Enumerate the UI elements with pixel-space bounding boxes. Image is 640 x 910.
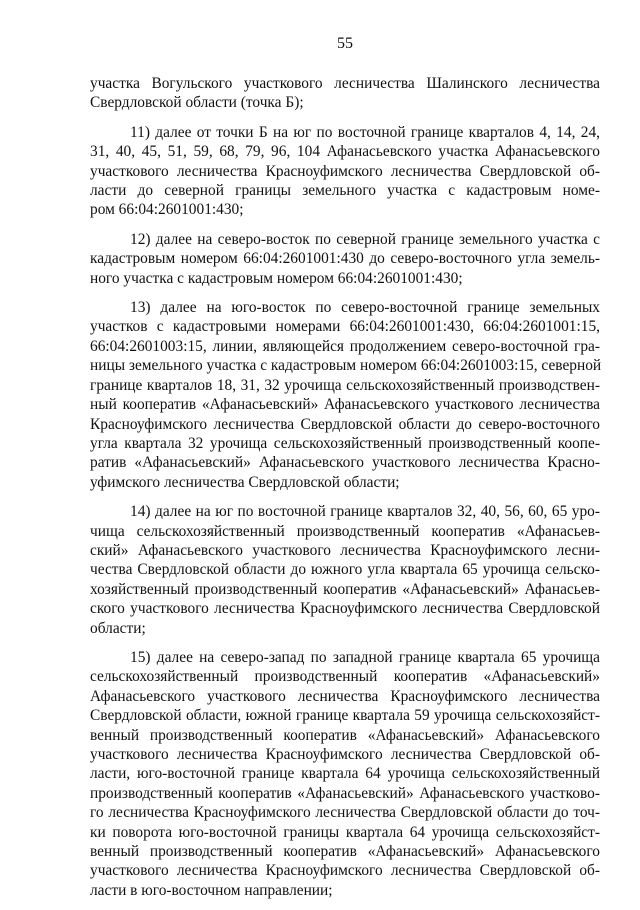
paragraph — [90, 74, 600, 113]
document-body — [90, 74, 600, 900]
text-line: венный производственный кооператив «Афанасьевский» Афанасьевского — [90, 726, 600, 744]
text-line: угла квартала 32 урочища сельскохозяйственный производственный коопе- — [90, 434, 600, 452]
text-line: 14) далее на юг по восточной границе кварталов 32, 40, 56, 60, 65 уро- — [130, 503, 600, 521]
text-line: 12) далее на северо-восток по северной границе земельного участка с — [130, 230, 600, 248]
text-line: ский» Афанасьевского участкового лесничества Красноуфимского лесни- — [90, 541, 600, 559]
text-line: хозяйственный производственный кооператив «Афанасьевский» Афанасьев- — [90, 580, 600, 598]
text-line: участкового лесничества Красноуфимского лесничества Свердловской об- — [90, 862, 600, 880]
text-line: ласти до северной границы земельного участка с кадастровым номе- — [90, 182, 600, 200]
text-line: участка Вогульского участкового лесничества Шалинского лесничества — [90, 75, 600, 92]
text-line: ки поворота юго-восточной границы квартала 64 урочища сельскохозяйст- — [90, 823, 600, 841]
text-line: производственный кооператив «Афанасьевский» Афанасьевского участково- — [90, 784, 600, 802]
text-line: области; — [90, 619, 146, 637]
text-line: ный кооператив «Афанасьевский» Афанасьевского участкового лесничества — [90, 396, 600, 414]
text-line: ратив «Афанасьевский» Афанасьевского участкового лесничества Красно- — [90, 454, 600, 472]
text-line: ласти, юго-восточной границе квартала 64 урочища сельскохозяйственный — [90, 765, 600, 783]
text-line: чества Свердловской области до южного угла квартала 65 урочища сельско- — [90, 561, 600, 579]
text-line: венный производственный кооператив «Афанасьевский» Афанасьевского — [90, 843, 600, 861]
text-line: участкового лесничества Красноуфимского лесничества Свердловской об- — [90, 162, 600, 180]
text-line: ласти в юго-восточном направлении; — [90, 881, 333, 899]
text-line: Свердловской области, южной границе квартала 59 урочища сельскохозяйст- — [90, 707, 600, 725]
text-line: уфимского лесничества Свердловской области; — [90, 473, 400, 491]
text-line: сельскохозяйственный производственный кооператив «Афанасьевский» — [90, 668, 600, 686]
paragraph — [90, 502, 600, 638]
paragraph — [90, 123, 600, 220]
text-line: участкового лесничества Красноуфимского лесничества Свердловской об- — [90, 746, 600, 763]
text-line: чища сельскохозяйственный производственный кооператив «Афанасьев- — [90, 522, 600, 540]
text-line: Афанасьевского участкового лесничества Красноуфимского лесничества — [90, 687, 600, 705]
document-page — [90, 34, 600, 910]
text-line: ного участка с кадастровым номером 66:04:2601001:430; — [90, 269, 463, 287]
text-line: го лесничества Красноуфимского лесничества Свердловской области до точ- — [90, 804, 600, 822]
text-line: ницы земельного участка с кадастровым номером 66:04:2601003:15, северной — [90, 357, 602, 375]
text-line: ского участкового лесничества Красноуфимского лесничества Свердловской — [90, 600, 600, 618]
text-line: Свердловской области (точка Б); — [90, 94, 304, 112]
text-line: Красноуфимского лесничества Свердловской области до северо-восточного — [90, 415, 600, 433]
text-line: участков с кадастровыми номерами 66:04:2601001:430, 66:04:2601001:15, — [90, 318, 600, 336]
text-line: кадастровым номером 66:04:2601001:430 до северо-восточного угла земель- — [90, 250, 600, 268]
text-line: 15) далее на северо-запад по западной границе квартала 65 урочища — [130, 648, 600, 666]
text-line: 66:04:2601003:15, линии, являющейся продолжением северо-восточной гра- — [90, 337, 600, 355]
paragraph — [90, 230, 600, 288]
text-line: 11) далее от точки Б на юг по восточной границе кварталов 4, 14, 24, — [130, 123, 600, 141]
paragraph — [90, 648, 600, 900]
text-line: границе кварталов 18, 31, 32 урочища сельскохозяйственный производствен- — [90, 376, 600, 394]
page-number: 55 — [337, 35, 353, 52]
text-line: ром 66:04:2601001:430; — [90, 201, 244, 219]
paragraph — [90, 298, 600, 492]
text-line: 31, 40, 45, 51, 59, 68, 79, 96, 104 Афанасьевского участка Афанасьевского — [90, 143, 600, 161]
text-line: 13) далее на юго-восток по северо-восточной границе земельных — [130, 299, 600, 317]
